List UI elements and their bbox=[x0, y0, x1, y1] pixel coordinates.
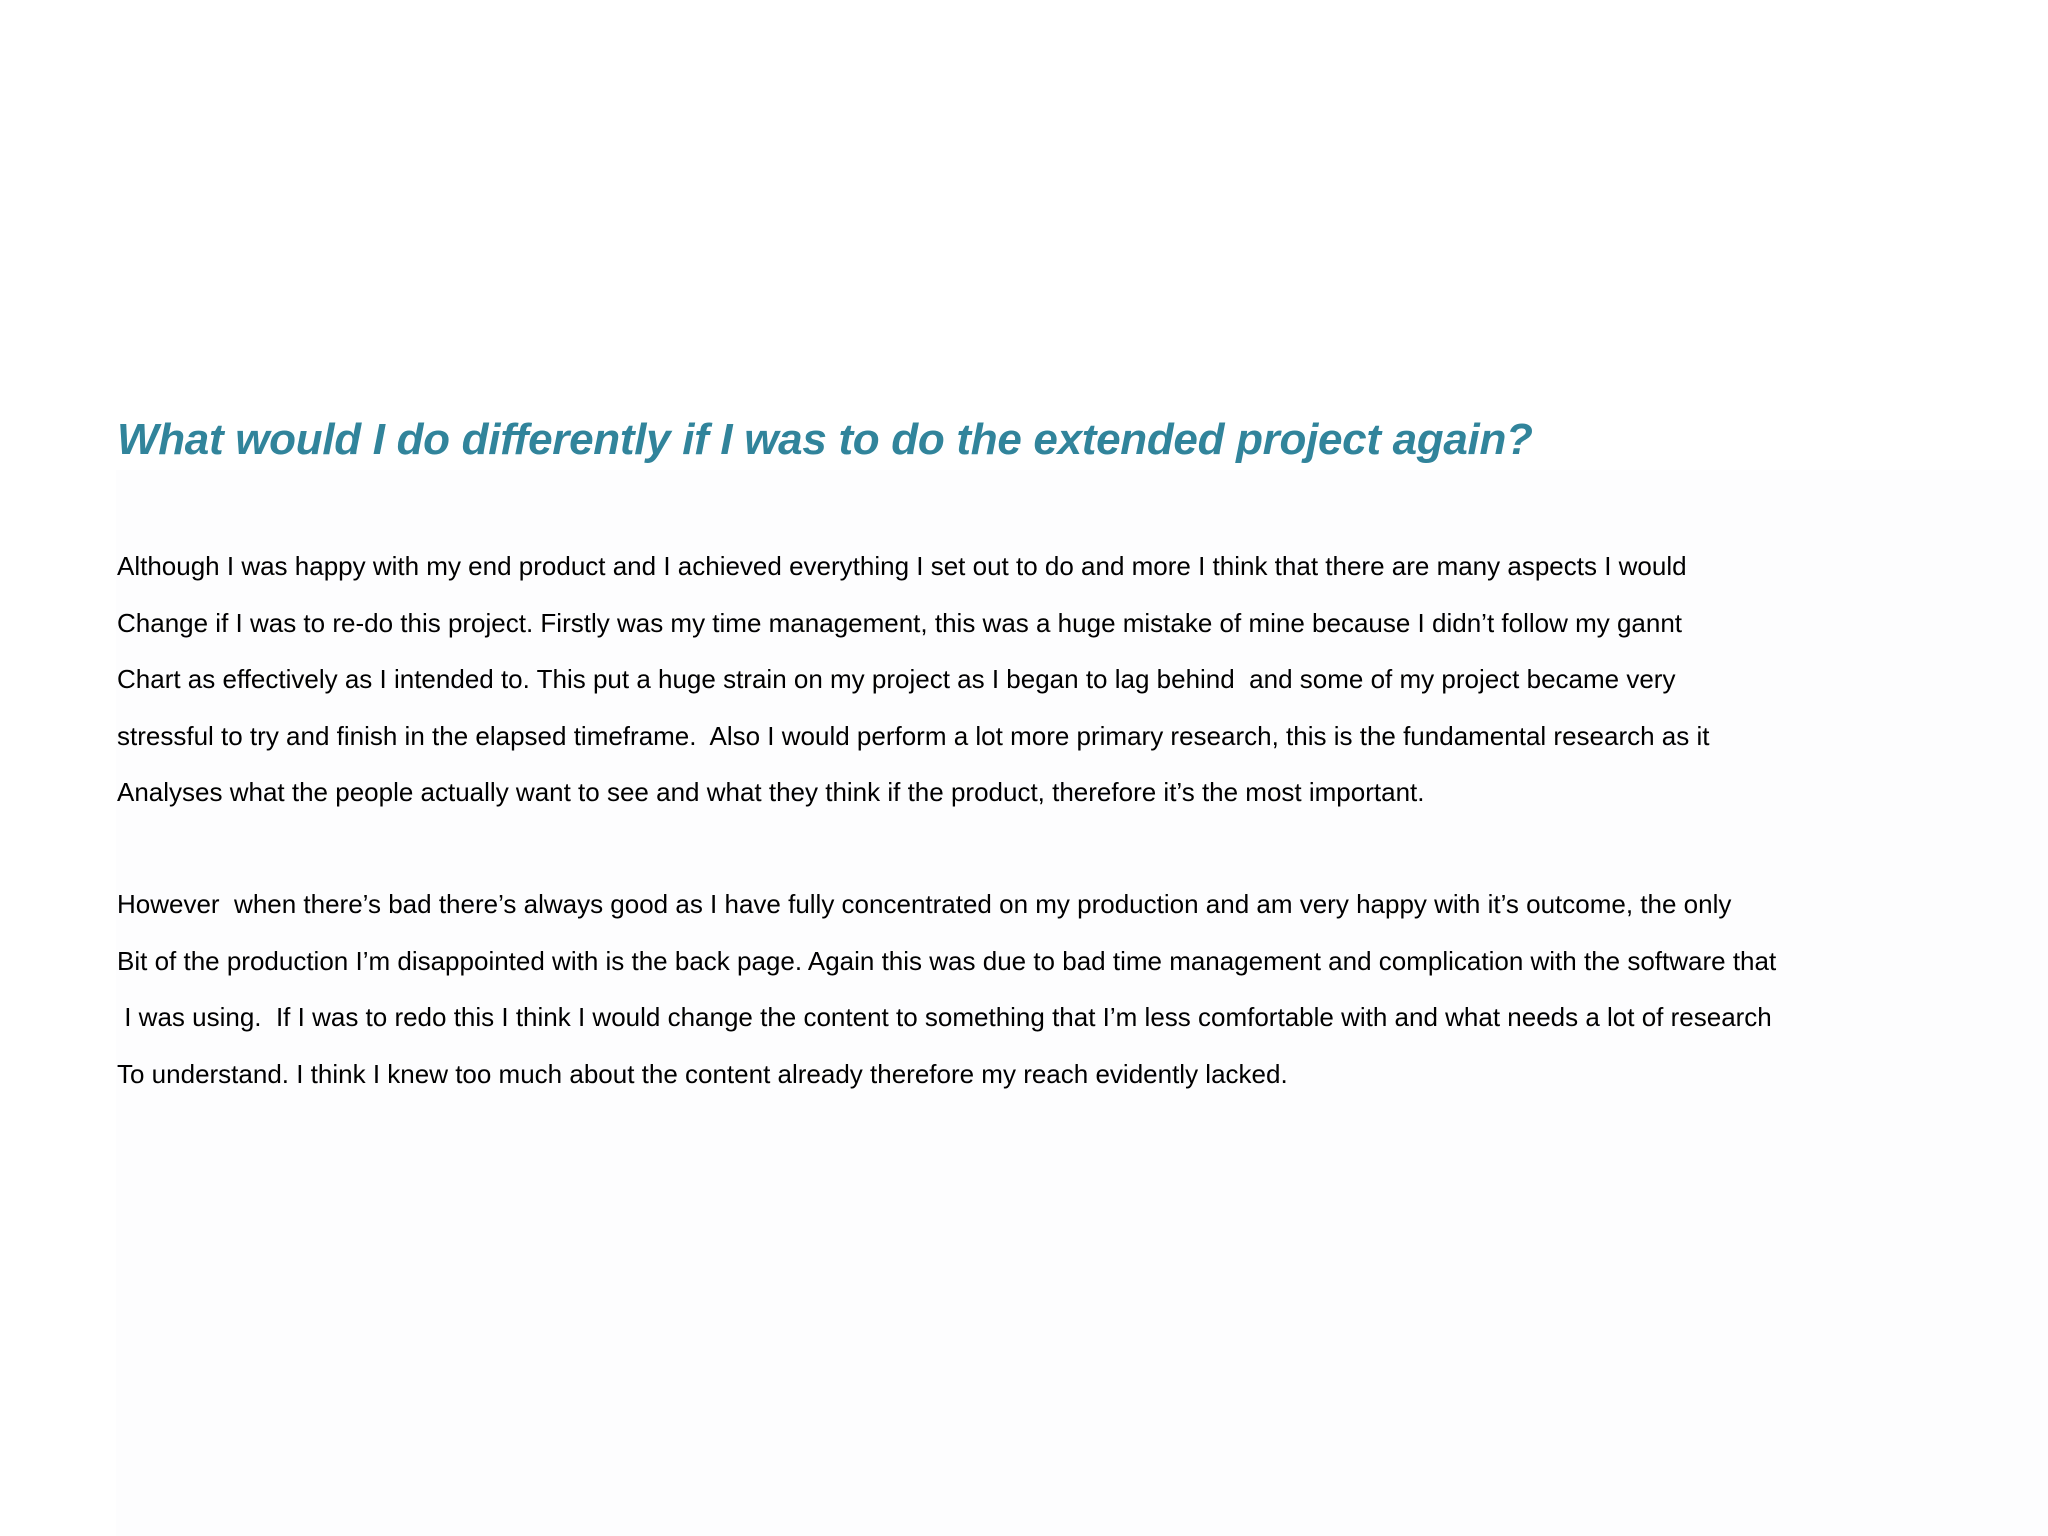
paragraph-1-line-3: Chart as effectively as I intended to. This put a huge strain on my project as I began to lag behind and some of my project became very bbox=[117, 664, 1676, 694]
paragraph-1-line-2: Change if I was to re-do this project. Firstly was my time management, this was a huge mistake of mine because I didn’t follow my gannt bbox=[117, 607, 1683, 638]
paragraph-1-line-5: Analyses what the people actually want to see and what they think if the product, therefore it’s the most important. bbox=[117, 777, 1425, 807]
paragraph-2-line-1: However when there’s bad there’s always good as I have fully concentrated on my production and am very happy with it’s outcome, the only bbox=[117, 889, 1732, 919]
paragraph-2-line-3: I was using. If I was to redo this I think I would change the content to something that I’m less comfortable with and what needs a lot of research bbox=[117, 1002, 1772, 1032]
paragraph-1-line-1: Although I was happy with my end product and I achieved everything I set out to do and more I think that there are many aspects I would bbox=[117, 551, 1687, 581]
paragraph-1-line-4: stressful to try and finish in the elapsed timeframe. Also I would perform a lot more primary research, this is the fundamental research as it bbox=[117, 720, 1710, 751]
page-heading: What would I do differently if I was to do the extended project again? bbox=[117, 415, 1533, 464]
paragraph-2 bbox=[117, 876, 1776, 1102]
paragraph-2-line-4: To understand. I think I knew too much about the content already therefore my reach evidently lacked. bbox=[117, 1058, 1288, 1089]
paragraph-1 bbox=[117, 538, 1709, 821]
paragraph-2-line-2: Bit of the production I’m disappointed with is the back page. Again this was due to bad time management and complication with the software that bbox=[117, 945, 1777, 976]
